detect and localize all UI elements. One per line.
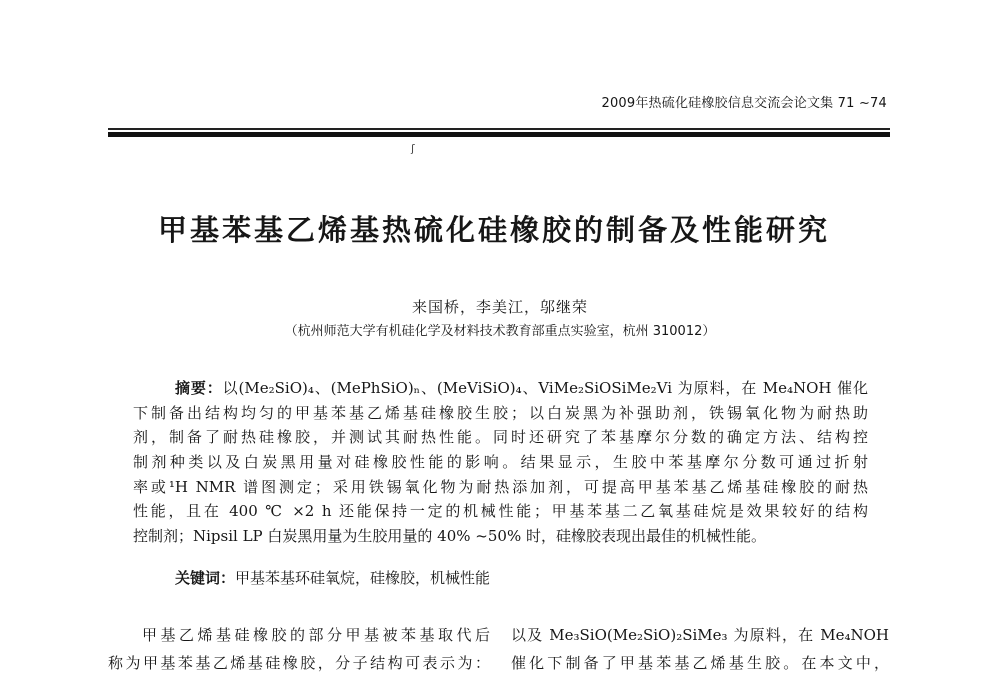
abstract: [133, 376, 868, 549]
keywords-label: 关键词：: [175, 569, 236, 587]
running-header: 2009年热硫化硅橡胶信息交流会论文集 71 ~74: [601, 96, 887, 111]
header-rule-thin: [108, 128, 890, 130]
abstract-text: 以(Me₂SiO)₄、(MePhSiO)ₙ、(MeViSiO)₄、ViMe₂SiOSiMe₂Vi 为原料，在 Me₄NOH 催化: [222, 379, 868, 397]
body-line: 称为甲基苯基乙烯基硅橡胶，分子结构可表示为：: [108, 654, 490, 672]
abstract-line: 率或¹H NMR 谱图测定；采用铁锡氧化物为耐热添加剂，可提高甲基苯基乙烯基硅橡胶的耐热: [133, 477, 868, 496]
abstract-line: [133, 376, 868, 401]
article-title: 甲基苯基乙烯基热硫化硅橡胶的制备及性能研究: [157, 213, 830, 247]
keywords-text: 甲基苯基环硅氧烷，硅橡胶，机械性能: [235, 569, 491, 587]
header-rule-thick: [108, 132, 890, 137]
abstract-line: 制剂种类以及白炭黑用量对硅橡胶性能的影响。结果显示，生胶中苯基摩尔分数可通过折射: [133, 453, 868, 472]
body-column-left: [108, 621, 490, 677]
abstract-line: 下制备出结构均匀的甲基苯基乙烯基硅橡胶生胶；以白炭黑为补强助剂，铁锡氧化物为耐热助: [133, 403, 868, 422]
article-affiliation: （杭州师范大学有机硅化学及材料技术教育部重点实验室，杭州 310012）: [284, 324, 716, 339]
abstract-line: 控制剂；Nipsil LP 白炭黑用量为生胶用量的 40% ~50% 时，硅橡胶表现出最佳的机械性能。: [133, 527, 766, 546]
body-column-right: [511, 621, 889, 677]
body-line: 甲基乙烯基硅橡胶的部分甲基被苯基取代后: [142, 626, 490, 644]
abstract-label: 摘要：: [175, 379, 223, 397]
body-line: 催化下制备了甲基苯基乙烯基生胶。在本文中，: [511, 654, 889, 672]
stray-mark: ʃ: [411, 142, 415, 155]
keywords: [175, 567, 490, 588]
article-authors: 来国桥，李美江，邬继荣: [411, 298, 588, 316]
abstract-line: 性能，且在 400 ℃ ×2 h 还能保持一定的机械性能；甲基苯基二乙氧基硅烷是效果较好的结构: [133, 502, 868, 521]
abstract-line: 剂，制备了耐热硅橡胶，并测试其耐热性能。同时还研究了苯基摩尔分数的确定方法、结构控: [133, 428, 868, 447]
body-line: 以及 Me₃SiO(Me₂SiO)₂SiMe₃ 为原料，在 Me₄NOH: [511, 626, 889, 644]
